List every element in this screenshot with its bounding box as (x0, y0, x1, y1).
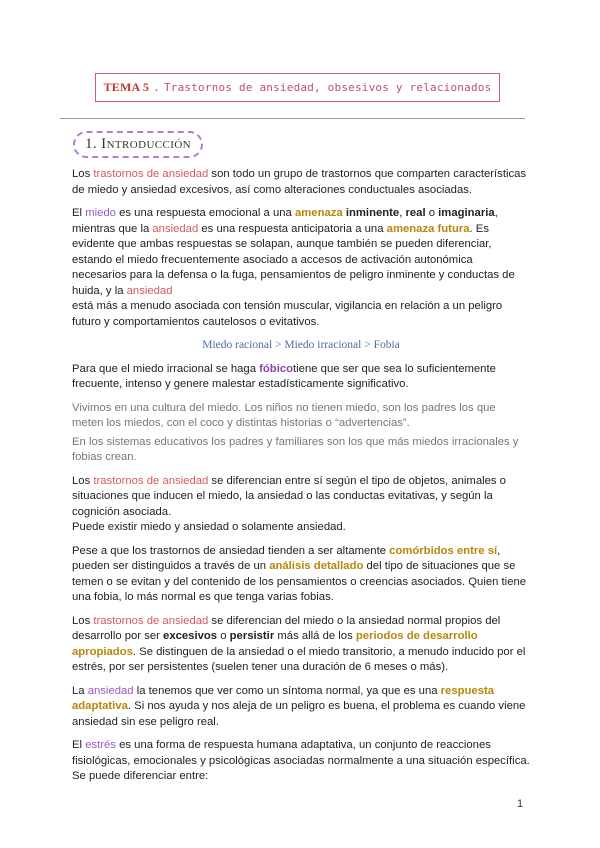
paragraph-4: Vivimos en una cultura del miedo. Los niños no tienen miedo, son los padres los que meten los miedos, con el coco y distintas historias o “advertencias”. (72, 401, 496, 429)
page-number: 1 (517, 798, 524, 810)
paragraph-6-note: Puede existir miedo y ansiedad o solamente ansiedad. (72, 521, 346, 533)
section-heading-text: 1. Introducción (84, 136, 192, 152)
paragraph-2-continued: está más a menudo asociada con tensión muscular, vigilancia en relación a un peligro futuro y comportamientos cautelosos o evitativos. (72, 300, 503, 328)
title-divider (60, 118, 525, 119)
chapter-title: Trastornos de ansiedad, obsesivos y relacionados (163, 81, 492, 94)
paragraph-1: Los trastornos de ansiedad son todo un grupo de trastornos que comparten características de miedo y ansiedad excesivos, así como alteraciones conductuales asociadas. (72, 168, 527, 196)
paragraph-10: El estrés es una forma de respuesta humana adaptativa, un conjunto de reacciones fisiológicas, emocionales y psicológicas asociadas normalmente a una situación específica. Se puede diferenciar entre: (72, 739, 530, 782)
chapter-dot: . (153, 81, 160, 94)
paragraph-8: Los trastornos de ansiedad se diferencian del miedo o la ansiedad normal propios del desarrollo por ser excesivos o persistir más allá de los periodos de desarrollo apropiados. Se distinguen de la ansiedad o el miedo transitorio, a menudo inducido por el estrés, por ser persistentes (suelen tener una duración de 6 meses o más). (72, 614, 526, 673)
paragraph-3: Para que el miedo irracional se haga fóbicotiene que ser que sea lo suficientemente frecuente, intenso y genere malestar estadísticamente significativo. (72, 362, 496, 390)
fear-scale: Miedo racional > Miedo irracional > Fobia (202, 339, 400, 351)
section-heading (73, 131, 203, 158)
paragraph-6: Los trastornos de ansiedad se diferencian entre sí según el tipo de objetos, animales o situaciones que inducen el miedo, la ansiedad o las conductas evitativas, y según la cognición asociada. (72, 474, 506, 518)
paragraph-2: El miedo es una respuesta emocional a una amenaza inminente, real o imaginaria, mientras que la ansiedad es una respuesta anticipatoria a una amenaza futura. Es evidente que ambas respuestas se solapan, aunque también se pueden diferenciar, estando el miedo frecuentemente asociado a accesos de activación autonómica necesarios para la defensa o la fuga, pensamientos de peligro inminente y conductas de huida, y la ansiedad (72, 207, 515, 297)
paragraph-5: En los sistemas educativos los padres y familiares son los que más miedos irracionales y fobias crean. (72, 435, 519, 463)
chapter-title-box (95, 73, 500, 102)
paragraph-9: La ansiedad la tenemos que ver como un síntoma normal, ya que es una respuesta adaptativa. Si nos ayuda y nos aleja de un peligro es buena, el problema es cuando viene ansiedad sin ese peligro real. (72, 684, 526, 728)
paragraph-7: Pese a que los trastornos de ansiedad tienden a ser altamente comórbidos entre sí, pueden ser distinguidos a través de un análisis detallado del tipo de situaciones que se temen o se evitan y del contenido de los pensamientos o creencias asociados. Quien tiene una fobia, lo más normal es que tenga varias fobias. (72, 544, 527, 603)
document-body (72, 167, 530, 793)
chapter-label: TEMA 5 (103, 80, 150, 94)
